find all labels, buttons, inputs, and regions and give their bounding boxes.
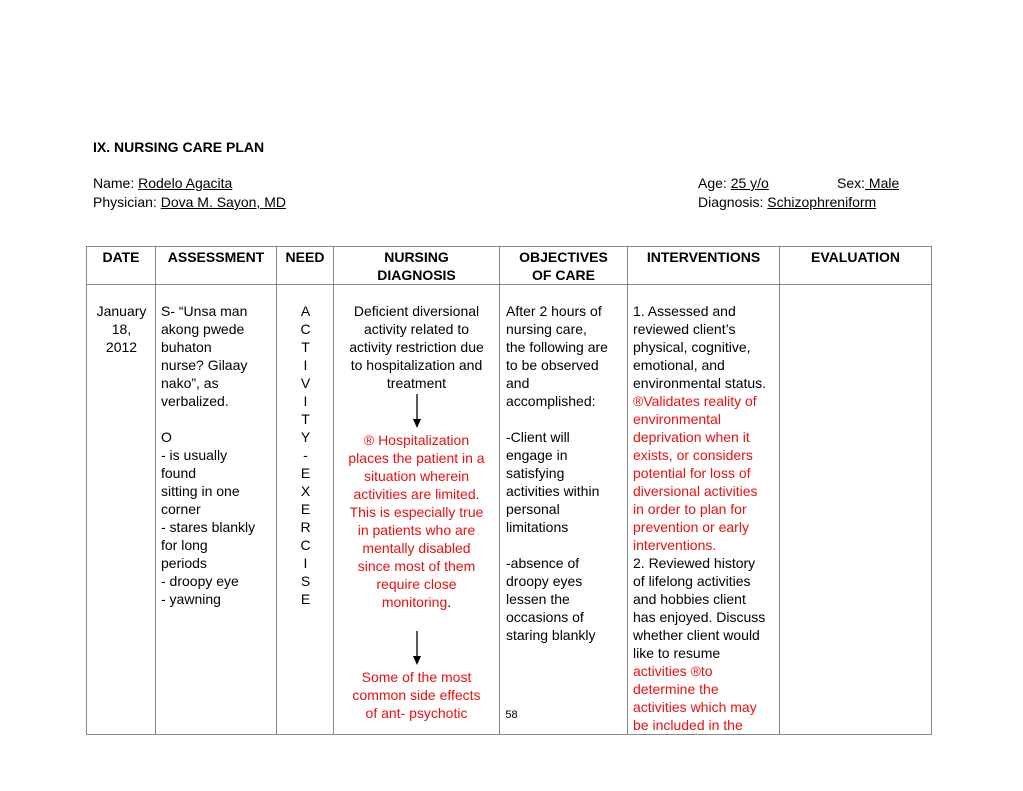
text-line: Some of the most [361, 669, 472, 685]
text-line: After 2 hours of [506, 303, 602, 319]
text-line: activity related to [363, 321, 470, 337]
diagnosis-rationale [336, 431, 497, 593]
text-line: prevention or early [633, 519, 749, 535]
text-line: S [300, 573, 311, 589]
table-row [87, 285, 932, 735]
text-line: since most of them [357, 558, 476, 574]
date-lines [92, 302, 151, 356]
text-line: interventions. [633, 537, 717, 553]
text-line: 18, [111, 321, 132, 337]
text-line: V [300, 375, 311, 391]
text-line: verbalized. [161, 393, 229, 409]
text-line: lessen the [506, 591, 570, 607]
text-line: for long [161, 537, 208, 553]
text-line: buhaton [161, 339, 212, 355]
text-line: engage in [506, 447, 568, 463]
table-header-row [87, 247, 932, 285]
evaluation-cell [780, 285, 932, 735]
text-line: accomplished: [506, 393, 596, 409]
text-line: C [300, 321, 311, 337]
physician-label: Physician: [93, 194, 157, 210]
text-line: - yawning [161, 591, 221, 607]
header-objectives: OBJECTIVES OF CARE [500, 247, 628, 285]
text-line: mentally disabled [362, 540, 471, 556]
text-line: A [300, 303, 311, 319]
objectives-cell [500, 285, 628, 735]
nursing-diagnosis-cell [334, 285, 500, 735]
text-line: treatment [386, 375, 447, 391]
name-label: Name: [93, 175, 135, 191]
text-line: January [96, 303, 147, 319]
physician-name: Dova M. Sayon, MD [160, 194, 286, 210]
text-line: I [303, 393, 308, 409]
patient-diagnosis: Schizophreniform [767, 194, 877, 210]
text-line: the following are [506, 339, 608, 355]
objective-goal-2 [506, 554, 623, 644]
text-line: O [161, 429, 172, 445]
text-line: require close [376, 576, 457, 592]
header-interventions: INTERVENTIONS [628, 247, 780, 285]
text-line: activities are limited. [353, 486, 480, 502]
text-line: activities within [506, 483, 600, 499]
physician-line [93, 194, 286, 210]
objectives-intro [506, 302, 623, 410]
intervention-2 [633, 554, 775, 662]
text-line: corner [161, 501, 201, 517]
text-line: C [300, 537, 311, 553]
text-line: places the patient in a [348, 450, 485, 466]
text-line: akong pwede [161, 321, 245, 337]
text-line: determine the [633, 681, 719, 697]
text-line: to be observed [506, 357, 599, 373]
text-line: occasions of [506, 609, 584, 625]
text-line: exists, or considers [633, 447, 753, 463]
patient-age: 25 y/o [730, 175, 769, 191]
text-line: - stares blankly [161, 519, 256, 535]
intervention-1-rationale [633, 392, 775, 554]
text-line: I [303, 357, 308, 373]
text-line: periods [161, 555, 207, 571]
text-line: potential for loss of [633, 465, 751, 481]
intervention-1 [633, 302, 775, 392]
objective-data [161, 428, 272, 608]
text-line: Y [300, 429, 311, 445]
age-line [698, 175, 769, 191]
header-need: NEED [277, 247, 334, 285]
text-line: 2012 [105, 339, 138, 355]
text-line: common side effects [352, 687, 481, 703]
age-label: Age: [698, 175, 727, 191]
header-assessment: ASSESSMENT [156, 247, 277, 285]
text-line: like to resume [633, 645, 721, 661]
text-line: - is usually [161, 447, 228, 463]
text-line: 1. Assessed and [633, 303, 736, 319]
text-line: activities ®to [633, 663, 713, 679]
subjective-data [161, 302, 272, 410]
need-cell [277, 285, 334, 735]
text-line: personal [506, 501, 560, 517]
text-line: S- “Unsa man [161, 303, 248, 319]
text-line: whether client would [633, 627, 760, 643]
rationale-last-line: monitoring. [381, 594, 452, 610]
text-line: I [303, 555, 308, 571]
nursing-care-plan-table [86, 246, 932, 735]
diagnosis-line [698, 194, 876, 210]
text-line: environmental [633, 411, 721, 427]
text-line: T [301, 411, 310, 427]
text-line: in patients who are [357, 522, 476, 538]
text-line: to hospitalization and [350, 357, 483, 373]
header-evaluation: EVALUATION [780, 247, 932, 285]
text-line: limitations [506, 519, 569, 535]
text-line: of ant- psychotic [365, 705, 468, 721]
text-line: This is especially true [349, 504, 484, 520]
text-line: of lifelong activities [633, 573, 751, 589]
header-nursing-diagnosis: NURSING DIAGNOSIS [334, 247, 500, 285]
interventions-cell [628, 285, 780, 735]
text-line: deprivation when it [633, 429, 750, 445]
text-line: R [300, 519, 311, 535]
text-line: be included in the [633, 717, 743, 733]
objective-goal-1 [506, 428, 623, 536]
text-line: -Client will [506, 429, 570, 445]
text-line: activity restriction due [349, 339, 484, 355]
text-line: E [300, 591, 311, 607]
text-line: and hobbies client [633, 591, 746, 607]
diagnosis-label: Diagnosis: [698, 194, 764, 210]
text-line: droopy eyes [506, 573, 583, 589]
text-line: satisfying [506, 465, 565, 481]
text-line: nursing care, [506, 321, 587, 337]
text-line: found [161, 465, 197, 481]
text-line: -absence of [506, 555, 580, 571]
need-letters [282, 302, 329, 608]
text-line: E [300, 465, 311, 481]
text-line: activities which may [633, 699, 757, 715]
assessment-cell [156, 285, 277, 735]
text-line: - droopy eye [161, 573, 239, 589]
date-cell [87, 285, 156, 735]
down-arrow-icon [412, 631, 422, 665]
sex-line [837, 175, 899, 191]
text-line: 2. Reviewed history [633, 555, 756, 571]
diagnosis-statement [336, 302, 497, 392]
page-number: 58 [505, 709, 518, 721]
text-line: Deficient diversional [353, 303, 480, 319]
intervention-2-rationale [633, 662, 775, 734]
text-line: T [301, 339, 310, 355]
patient-name: Rodelo Agacita [138, 175, 233, 191]
text-line: and [506, 375, 530, 391]
sex-label: Sex: [837, 175, 866, 191]
text-line: X [300, 483, 311, 499]
text-line: staring blankly [506, 627, 596, 643]
text-line: - [303, 447, 308, 463]
text-line: nako”, as [161, 375, 219, 391]
text-line: environmental status. [633, 375, 767, 391]
text-line: ® Hospitalization [363, 432, 470, 448]
text-line: E [300, 501, 311, 517]
text-line: in order to plan for [633, 501, 747, 517]
text-line: nurse? Gilaay [161, 357, 248, 373]
page-heading: IX. NURSING CARE PLAN [93, 139, 265, 155]
text-line: situation wherein [363, 468, 470, 484]
down-arrow-icon [412, 394, 422, 428]
text-line: emotional, and [633, 357, 725, 373]
header-date: DATE [87, 247, 156, 285]
text-line: diversional activities [633, 483, 758, 499]
patient-sex: Male [865, 175, 900, 191]
text-line: reviewed client’s [633, 321, 736, 337]
text-line: has enjoyed. Discuss [633, 609, 766, 625]
name-line [93, 175, 232, 191]
text-line: sitting in one [161, 483, 240, 499]
text-line: physical, cognitive, [633, 339, 751, 355]
text-line: ®Validates reality of [633, 393, 757, 409]
